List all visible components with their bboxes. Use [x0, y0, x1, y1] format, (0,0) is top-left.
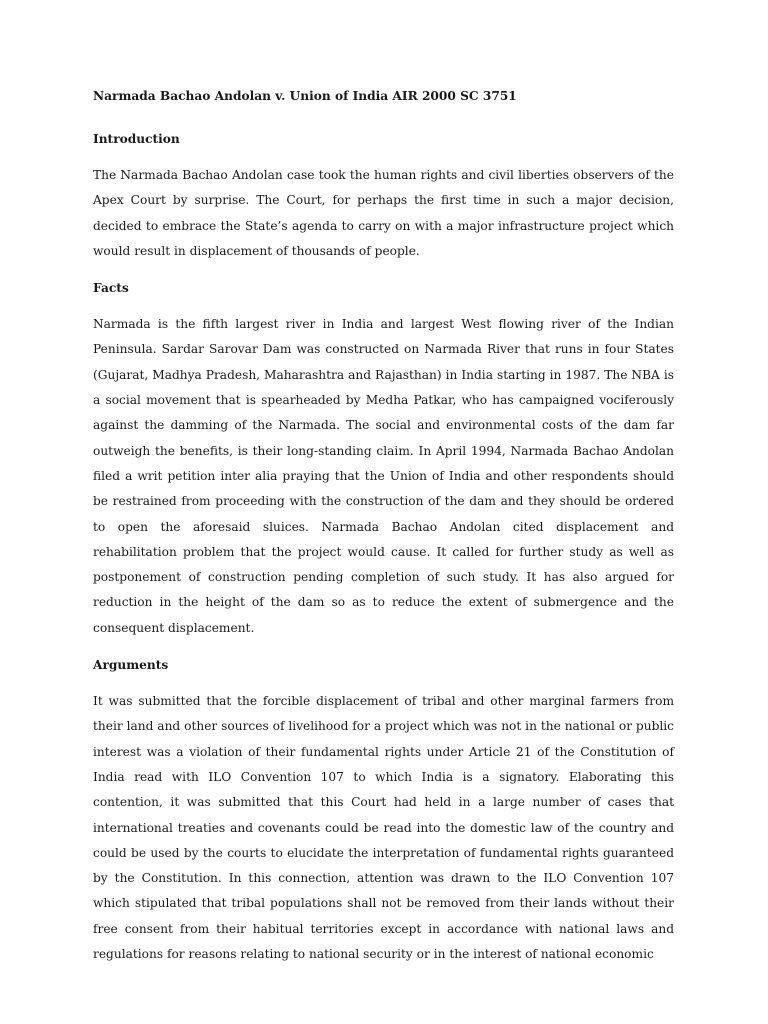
- section-text-arguments: It was submitted that the forcible displacement of tribal and other marginal farmers from their land and other sources of livelihood for a project which was not in the national or public interest was a violation of their fundamental rights under Article 21 of the Constitution of India read with ILO Convention 107 to which India is a signatory. Elaborating this contention, it was submitted that this Court had held in a large number of cases that international treaties and covenants could be read into the domestic law of the country and could be used by the courts to elucidate the interpretation of fundamental rights guaranteed by the Constitution. In this connection, attention was drawn to the ILO Convention 107 which stipulated that tribal populations shall not be removed from their lands without their free consent from their habitual territories except in accordance with national laws and regulations for reasons relating to national security or in the interest of national economic: [93, 694, 674, 962]
- section-heading-arguments: Arguments: [93, 658, 169, 673]
- document-title: Narmada Bachao Andolan v. Union of India AIR 2000 SC 3751: [93, 89, 517, 103]
- section-heading-introduction: Introduction: [93, 132, 180, 146]
- section-text-introduction: The Narmada Bachao Andolan case took the human rights and civil liberties observers of the Apex Court by surprise. The Court, for perhaps the first time in such a major decision, decided to embrace the State’s agenda to carry on with a major infrastructure project which would result in displacement of thousands of people.: [93, 168, 674, 258]
- document-body: [93, 86, 674, 967]
- section-heading-facts: Facts: [93, 281, 129, 296]
- section-text-facts: Narmada is the fifth largest river in India and largest West flowing river of the Indian Peninsula. Sardar Sarovar Dam was constructed on Narmada River that runs in four States (Gujarat, Madhya Pradesh, Maharashtra and Rajasthan) in India starting in 1987. The NBA is a social movement that is spearheaded by Medha Patkar, who has campaigned vociferously against the damming of the Narmada. The social and environmental costs of the dam far outweigh the benefits, is their long-standing claim. In April 1994, Narmada Bachao Andolan filed a writ petition inter alia praying that the Union of India and other respondents should be restrained from proceeding with the construction of the dam and they should be ordered to open the aforesaid sluices. Narmada Bachao Andolan cited displacement and rehabilitation problem that the project would cause. It called for further study as well as postponement of construction pending completion of such study. It has also argued for reduction in the height of the dam so as to reduce the extent of submergence and the consequent displacement.: [93, 317, 674, 635]
